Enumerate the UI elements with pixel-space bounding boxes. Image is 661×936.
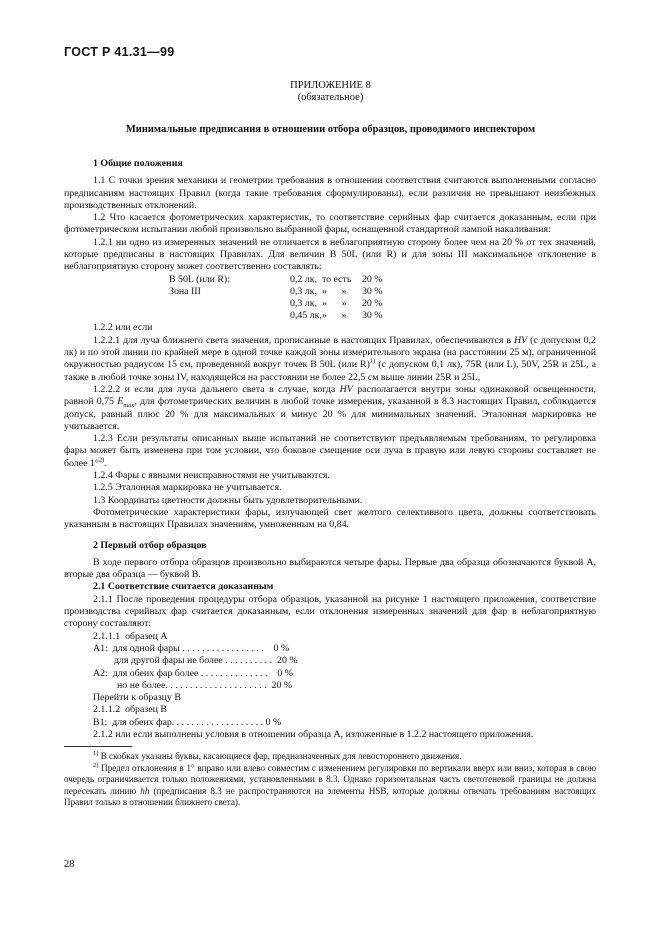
tolerance-label bbox=[169, 298, 256, 310]
para-1-2: 1.2 Что касается фотометрических характеристик, то соответствие серийных фар считается доказанным, если при фотометрическом испытании любой произвольно выбранной фары, оснащенной стандартной лампой накаливания: bbox=[64, 212, 596, 236]
para-2-1-1: 2.1.1 После проведения процедуры отбора образцов, указанной на рисунке 1 настоящего приложения, соответствие производства серийных фар считается доказанным, если отклонения измеренных значений для фар в неблагоприятную сторону составляют: bbox=[64, 593, 596, 630]
tolerance-value: 0,3 лк, bbox=[290, 298, 318, 310]
footnote-separator bbox=[64, 746, 132, 747]
page-number: 28 bbox=[64, 859, 75, 870]
para-1-2-1: 1.2.1 ни одно из измеренных значений не отличается в неблагоприятную сторону более чем на 20 % от тех значений, которые предписаны в настоящих Правилах. Для величин В 50L (или R) и для зоны III максимальное отклонение в неблагоприятную сторону может соответственно составлять: bbox=[64, 236, 596, 273]
tolerance-table bbox=[169, 274, 383, 323]
tolerance-value: 0,3 лк, bbox=[290, 285, 318, 297]
annex-label: ПРИЛОЖЕНИЕ 8 bbox=[290, 80, 371, 91]
tolerance-value: 0,45 лк, bbox=[290, 310, 322, 322]
line-a1-one: А1: для одной фары . . . . . . . . . . . . . . . . . 0 % bbox=[93, 642, 290, 654]
table-row bbox=[169, 310, 383, 322]
tolerance-connector: » » bbox=[321, 285, 347, 297]
para-1-2-3: 1.2.3 Если результаты описанных выше испытаний не соответствуют предъявляемым требованиям, то регулировка фары может быть изменена при том условии, что боковое смещение оси луча в правую или левую стороны составляет не более 1°$^{2)}$. bbox=[64, 433, 596, 469]
footnote-2: $^{2)}$ Предел отклонения в 1° вправо или влево совместим с изменением регулировки по вертикали вверх или вниз, которая в свою очередь ограничивается только положениями, установленными в 8.3. Однако горизонтальная часть светотеневой границы не должна пересекать линию hh (предписания 8.3 не распространяются на элементы HSB, которые должны отвечать требованиям настоящих Правил только в отношении ближнего света). bbox=[64, 761, 597, 807]
tolerance-label: Зона III bbox=[169, 285, 201, 297]
subsection-2-1-heading: 2.1 Соответствие считается доказанным bbox=[93, 581, 274, 593]
footnote-1: $^{1)}$ В скобках указаны буквы, касающиеся фар, предназначенных для левостороннего движения. bbox=[93, 750, 462, 762]
tolerance-percent: 20 % bbox=[361, 298, 383, 310]
tolerance-value: 0,2 лк, bbox=[290, 273, 318, 285]
line-a2-both: А2: для обеих фар более . . . . . . . . . . . . . . 0 % bbox=[93, 667, 293, 679]
para-2-1-1-2: 2.1.1.2 образец В bbox=[93, 704, 167, 716]
para-1-2-4: 1.2.4 Фары с явными неисправностями не учитываются. bbox=[93, 470, 330, 482]
para-1-3: 1.3 Координаты цветности должны быть удовлетворительными. bbox=[93, 494, 363, 506]
para-2-1-2: 2.1.2 или если выполнены условия в отношении образца А, изложенные в 1.2.2 настоящего приложения. bbox=[93, 728, 534, 740]
para-1-2-5: 1.2.5 Эталонная маркировка не учитывается. bbox=[93, 482, 282, 494]
annex-heading bbox=[0, 80, 661, 104]
line-a2-max: но не более. . . . . . . . . . . . . . . . . . . . . 20 % bbox=[117, 679, 293, 691]
footnote-2-ref: 2) bbox=[98, 456, 105, 464]
tolerance-percent: 30 % bbox=[361, 310, 383, 322]
line-b1-both: В1: для обеих фар. . . . . . . . . . . . . . . . . . . 0 % bbox=[93, 716, 282, 728]
hh-symbol: hh bbox=[140, 785, 150, 796]
table-row bbox=[169, 274, 383, 286]
line-go-to-b: Перейти к образцу В bbox=[93, 692, 181, 704]
para-1-2-2: 1.2.2 или если bbox=[93, 322, 153, 334]
para-1-1: 1.1 С точки зрения механики и геометрии требования в отношении соответствия считаются выполненными согласно предписаниям настоящих Правил (когда такие требования сформулированы), если различия не превышают неизбежных производственных отклонений. bbox=[64, 175, 596, 211]
tolerance-connector: » » bbox=[321, 298, 347, 310]
table-row bbox=[169, 286, 383, 298]
section-2-heading: 2 Первый отбор образцов bbox=[93, 539, 207, 551]
footnote-1-ref: 1) bbox=[369, 358, 376, 366]
para-2-intro: В ходе первого отбора образцов произвольно выбираются четыре фары. Первые два образца обозначаются буквой А, вторые два образца — буквой В. bbox=[64, 556, 596, 581]
tolerance-connector: то есть bbox=[321, 273, 352, 285]
tolerance-connector: » » bbox=[321, 310, 347, 322]
hv-symbol: HV bbox=[514, 334, 528, 346]
para-1-2-2-1: 1.2.2.1 для луча ближнего света значения, прописанные в настоящих Правилах, обеспечиваются в HV (с допуском 0,2 лк) и по этой линии по крайней мере в одной точке каждой зоны измерительного экрана (на расстоянии 25 м), ограниченной окружностью радиусом 15 см, проведенной вокруг точек В 50L (или R)$^{1)}$ (с допуском 0,1 лк), 75R (или L), 50V, 25R и 25L, а также в любой точке зоны IV, находящейся на расстоянии не более 22,5 см выше линии 25R и 25L, bbox=[64, 334, 596, 383]
emax-subscript: max bbox=[123, 402, 135, 410]
body-text bbox=[64, 156, 596, 808]
tolerance-label bbox=[169, 310, 256, 322]
tolerance-percent: 30 % bbox=[361, 285, 383, 297]
line-a1-other: для другой фары не более . . . . . . . . . . 20 % bbox=[114, 655, 298, 667]
section-1-heading: 1 Общие положения bbox=[93, 158, 183, 169]
document-id: ГОСТ Р 41.31—99 bbox=[64, 45, 175, 59]
para-1-2-2-2: 1.2.2.2 и если для луча дальнего света в случае, когда HV располагается внутри зоны одинаковой освещенности, равной 0,75 $E_{max}$, для фотометрических величин в любой точке измерения, указанной в 8.3 настоящих Правил, соблюдается допуск, равный плюс 20 % для максимальных и минус 20 % для минимальных значений. Эталонная маркировка не учитывается. bbox=[64, 383, 596, 432]
tolerance-label: B 50L (или R): bbox=[169, 273, 230, 285]
tolerance-percent: 20 % bbox=[361, 273, 383, 285]
table-row bbox=[169, 298, 383, 310]
para-photometric: Фотометрические характеристики фары, излучающей свет желтого селективного цвета, должны соответствовать указанным в настоящих Правилах значениям, умноженным на 0,84. bbox=[64, 506, 596, 531]
annex-title: Минимальные предписания в отношении отбора образцов, проводимого инспектором bbox=[125, 124, 536, 135]
para-2-1-1-1: 2.1.1.1 образец А bbox=[93, 630, 168, 642]
annex-status: (обязательное) bbox=[297, 92, 364, 103]
hv-symbol: HV bbox=[339, 383, 353, 395]
emax-symbol: E bbox=[117, 396, 124, 408]
